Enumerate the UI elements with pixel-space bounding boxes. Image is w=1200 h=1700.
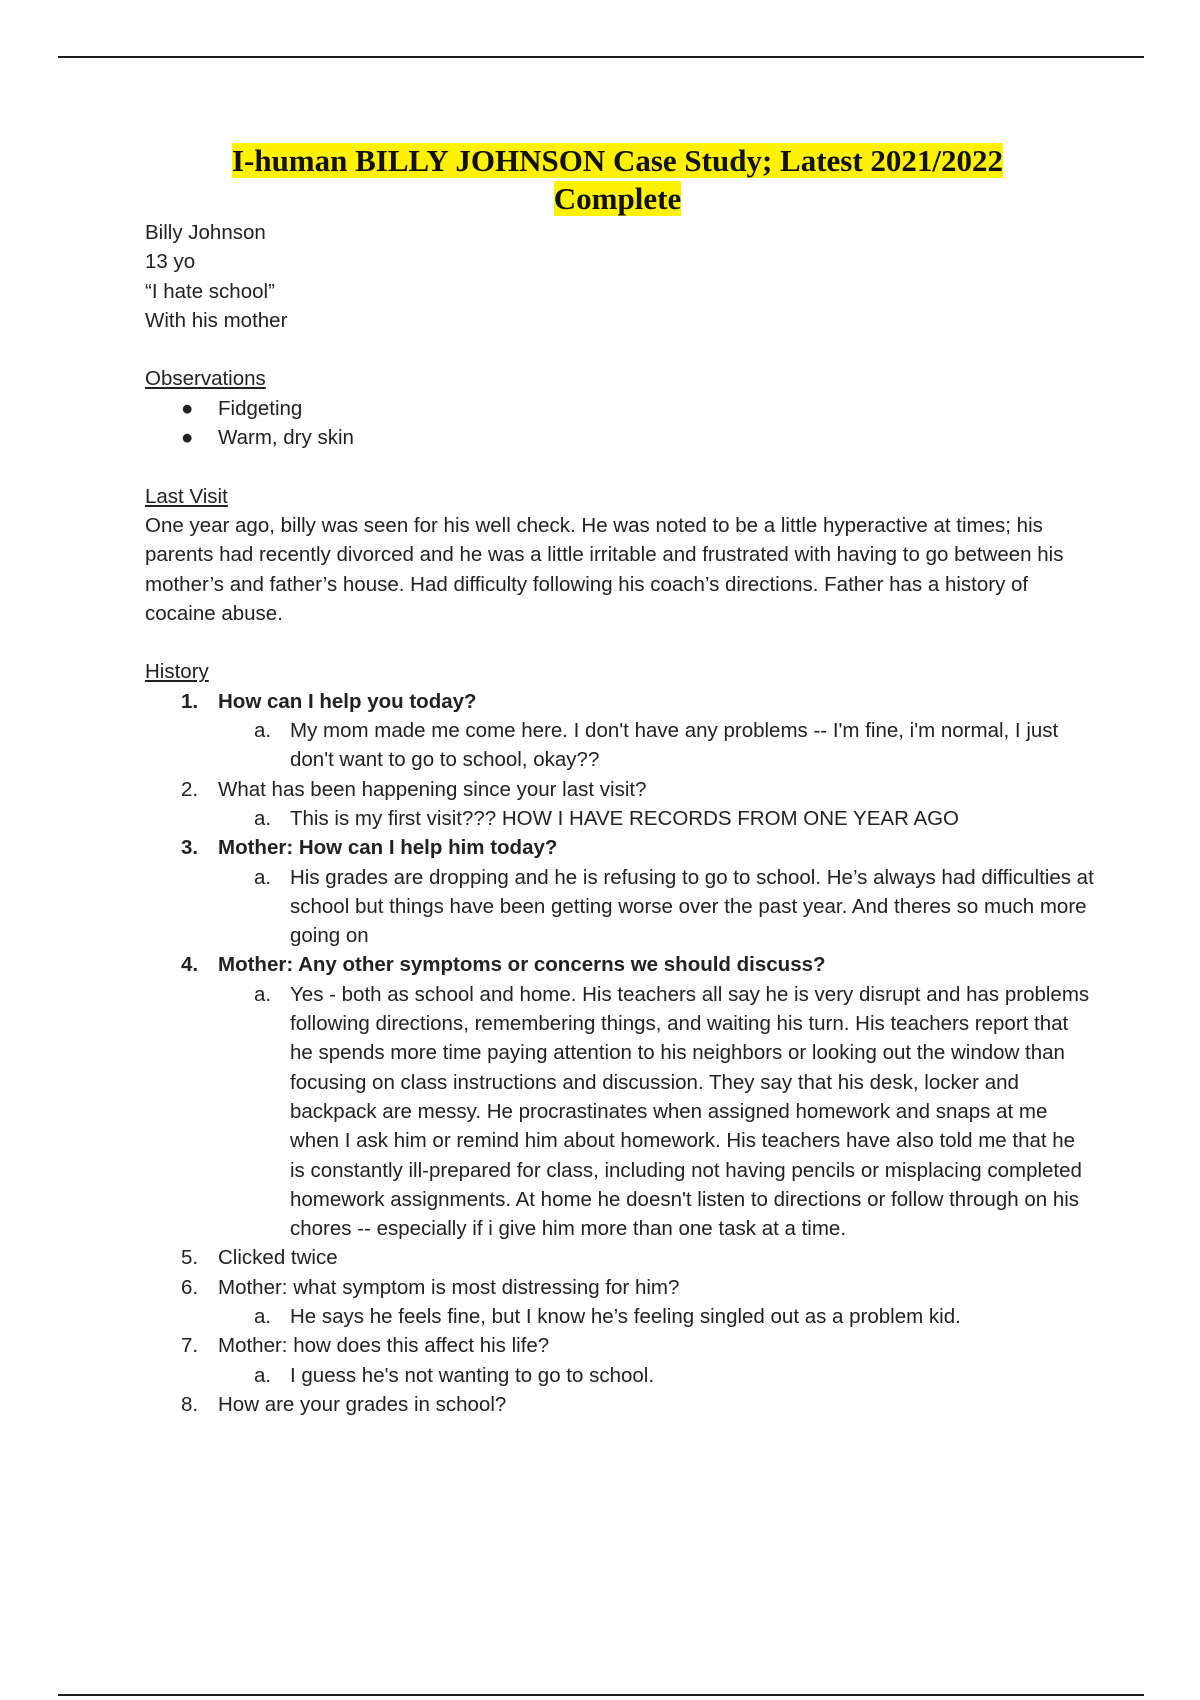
- last-visit-text: One year ago, billy was seen for his well check. He was noted to be a little hyperactive at times; his parents had recently divorced and he was a little irritable and frustrated with having to go between his mother’s and father’s house. Had difficulty following his coach’s directions. Father has a history of cocaine abuse.: [145, 513, 1064, 625]
- patient-name: Billy Johnson: [145, 221, 266, 244]
- history-question: Mother: Any other symptoms or concerns we should discuss?: [218, 953, 826, 977]
- list-item: 1. How can I help you today? a. My mom made me come here. I don't have any problems -- I'm fine, i'm normal, I just don't want to go to school, okay??: [145, 687, 1095, 775]
- list-item: 3. Mother: How can I help him today? a. His grades are dropping and he is refusing to go to school. He’s always had difficulties at school but things have been getting worse over the past year. And theres so much more going on: [145, 833, 1095, 950]
- history-list: [145, 687, 1095, 1419]
- list-item: 4. Mother: Any other symptoms or concerns we should discuss? a. Yes - both as school and home. His teachers all say he is very disrupt and has problems following directions, remembering things, and waiting his turn. His teachers report that he spends more time paying attention to his neighbors or looking out the window than focusing on class instructions and discussion. They say that his desk, locker and backpack are messy. He procrastinates when assigned homework and snaps at me when I ask him or remind him about homework. His teachers have also told me that he is constantly ill-prepared for class, including not having pencils or misplacing completed homework assignments. At home he doesn't listen to directions or follow through on his chores -- especially if i give him more than one task at a time.: [145, 950, 1095, 1243]
- history-answer: a. His grades are dropping and he is refusing to go to school. He’s always had difficulties at school but things have been getting worse over the past year. And theres so much more going on: [254, 865, 1094, 948]
- list-item: 6. Mother: what symptom is most distressing for him? a. He says he feels fine, but I know he’s feeling singled out as a problem kid.: [145, 1273, 1095, 1332]
- patient-age: 13 yo: [145, 250, 196, 274]
- observations-heading: Observations: [145, 367, 266, 391]
- document-title: [145, 142, 1090, 218]
- list-item: 7. Mother: how does this affect his life? a. I guess he's not wanting to go to school.: [145, 1331, 1095, 1390]
- bullet-icon: ●: [181, 426, 194, 450]
- history-question: What has been happening since your last visit?: [218, 777, 647, 801]
- bottom-rule: [58, 1694, 1144, 1696]
- top-rule: [58, 56, 1144, 58]
- history-question: How are your grades in school?: [218, 1392, 507, 1416]
- document-body: [145, 218, 1095, 1419]
- last-visit-heading: Last Visit: [145, 484, 228, 508]
- history-question: How can I help you today?: [218, 689, 477, 713]
- list-item: 8. How are your grades in school?: [181, 1392, 507, 1416]
- title-line-1: I-human BILLY JOHNSON Case Study; Latest 2021/2022: [231, 143, 1004, 178]
- history-question: Mother: how does this affect his life?: [218, 1334, 550, 1358]
- history-answer: a. Yes - both as school and home. His teachers all say he is very disrupt and has problems following directions, remembering things, and waiting his turn. His teachers report that he spends more time paying attention to his neighbors or looking out the window than focusing on class instructions and discussion. They say that his desk, locker and backpack are messy. He procrastinates when assigned homework and snaps at me when I ask him or remind him about homework. His teachers have also told me that he is constantly ill-prepared for class, including not having pencils or misplacing completed homework assignments. At home he doesn't listen to directions or follow through on his chores -- especially if i give him more than one task at a time.: [254, 982, 1090, 1241]
- observations-list: [145, 394, 1095, 453]
- history-question: Mother: what symptom is most distressing for him?: [218, 1275, 680, 1299]
- history-heading: History: [145, 660, 209, 684]
- list-item: ● Warm, dry skin: [145, 423, 1095, 452]
- list-item: ● Fidgeting: [145, 394, 1095, 423]
- list-item: 2. What has been happening since your last visit? a. This is my first visit??? HOW I HAVE RECORDS FROM ONE YEAR AGO: [145, 775, 1095, 834]
- history-answer: a. My mom made me come here. I don't have any problems -- I'm fine, i'm normal, I just don't want to go to school, okay??: [254, 719, 1059, 772]
- title-line-2: Complete: [553, 181, 682, 216]
- history-question: Clicked twice: [218, 1246, 338, 1270]
- history-answer: a. This is my first visit??? HOW I HAVE RECORDS FROM ONE YEAR AGO: [254, 806, 960, 830]
- bullet-icon: ●: [181, 396, 194, 420]
- history-answer: a. He says he feels fine, but I know he’s feeling singled out as a problem kid.: [254, 1304, 961, 1328]
- history-question: Mother: How can I help him today?: [218, 836, 558, 860]
- history-answer: a. I guess he's not wanting to go to school.: [254, 1363, 655, 1387]
- chief-complaint: “I hate school”: [145, 279, 275, 303]
- list-item: 5. Clicked twice: [181, 1246, 338, 1270]
- accompanied-by: With his mother: [145, 308, 288, 332]
